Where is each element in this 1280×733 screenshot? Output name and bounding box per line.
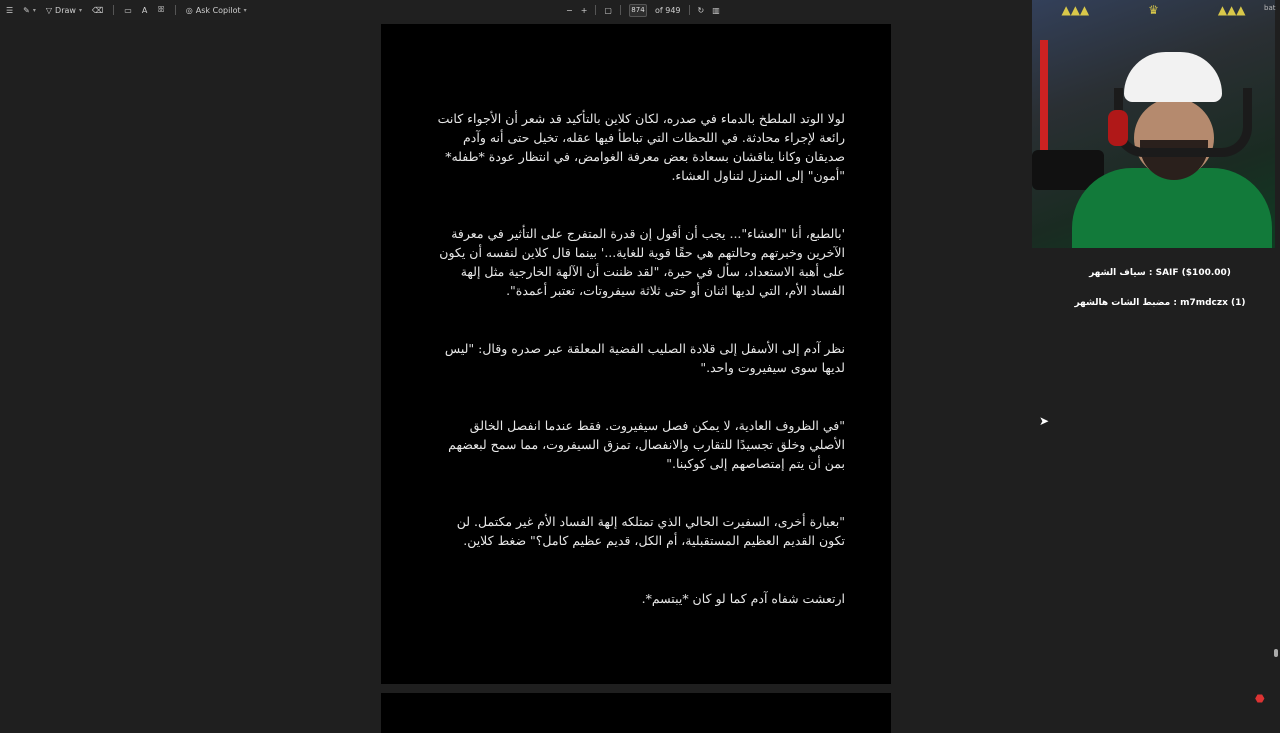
copilot-icon: ◎ bbox=[185, 5, 193, 15]
zoom-in-button[interactable]: + bbox=[580, 5, 588, 15]
chat-top-line: مضبط الشات هالشهر : m7mdczx (1) bbox=[1074, 298, 1246, 308]
highlighter-icon: ✎ bbox=[23, 5, 30, 15]
paragraph-2: 'بالطبع، أنا "العشاء"... يجب أن أقول إن قدرة المتفرج على التأثير في معرفة الآخرين وخبرتهم وحالتهم هي حقًا قوية للغاية...' بينما قال كلاين لنفسه أن يكون على أهبة الاستعداد، سأل في حيرة، "لقد ظننت أن الآلهة الخارجية مثل إلهة الفساد الأم، التي لديها اثنان أو حتى ثلاثة سيفروتات، تعتبر أعمدة". bbox=[439, 226, 845, 298]
white-cap bbox=[1124, 52, 1222, 102]
pattern-icon: ▲▲▲ bbox=[1061, 3, 1090, 17]
paragraph-4: "في الظروف العادية، لا يمكن فصل سيفيروت. فقط عندما انفصل الخالق الأصلي وخلق تجسيدًا للتقارب والانفصال، تمزق السيفروت، مما سمح لبعضهم بمن أن يتم إمتصاصهم إلى كوكبنا." bbox=[448, 418, 845, 471]
chevron-down-icon: ▾ bbox=[78, 6, 82, 14]
rotate-icon: ↻ bbox=[697, 5, 705, 15]
pdf-app-icon: ⬣ bbox=[1255, 692, 1265, 705]
fit-page-button[interactable] bbox=[604, 6, 612, 15]
view-button[interactable] bbox=[124, 6, 132, 15]
page-total: of 949 bbox=[654, 5, 681, 15]
scrollbar-thumb[interactable] bbox=[1274, 649, 1278, 657]
two-page-button[interactable] bbox=[712, 6, 720, 15]
fit-icon: ▢ bbox=[604, 5, 612, 15]
mic-arm bbox=[1040, 40, 1048, 160]
top-right-label: bat bbox=[1264, 4, 1276, 12]
toolbar-divider bbox=[595, 5, 596, 15]
ask-copilot-label: Ask Copilot bbox=[195, 5, 241, 15]
translate-button[interactable] bbox=[157, 5, 164, 15]
paragraph-1: لولا الوتد الملطخ بالدماء في صدره، لكان كلاين بالتأكيد قد شعر أن الأجواء كانت رائعة لإجراء محادثة. في اللحظات التي تباطأ فيها عقله، تخيل حتى أنه وآدم صديقان وكانا يناقشان بسعادة بعض معرفة الغوامض، في انتظار عودة *طفله* "أمون" إلى المنزل لتناول العشاء. bbox=[437, 111, 845, 183]
paragraph-3: نظر آدم إلى الأسفل إلى قلادة الصليب الفضية المعلقة عبر صدره وقال: "ليس لديها سوى سيفيروت واحد." bbox=[444, 341, 845, 375]
paragraph-5: "بعبارة أخرى، السفيرت الحالي الذي تمتلكه إلهة الفساد الأم غير مكتمل. لن تكون القديم العظيم المستقبلية، أم الكل، قديم عظيم كامل؟" ضغط كلاين. bbox=[456, 514, 845, 548]
paragraph-6: ارتعشت شفاه آدم كما لو كان *يبتسم*. bbox=[641, 591, 845, 606]
read-aloud-button[interactable] bbox=[142, 6, 147, 15]
chevron-down-icon: ▾ bbox=[32, 6, 36, 14]
stream-alerts bbox=[1040, 252, 1280, 310]
draw-label: Draw bbox=[55, 5, 76, 15]
pdf-page bbox=[381, 24, 891, 684]
webcam-overlay bbox=[1032, 0, 1275, 248]
translate-icon: ꕥ bbox=[157, 5, 165, 14]
toolbar-divider bbox=[689, 5, 690, 15]
pen-icon: ▽ bbox=[45, 5, 53, 15]
zoom-out-button[interactable]: − bbox=[566, 5, 573, 15]
mouse-cursor-icon: ➤ bbox=[1039, 414, 1050, 428]
text-icon: A bbox=[141, 5, 148, 15]
book-icon: ▥ bbox=[712, 5, 720, 15]
eraser-icon: ⌫ bbox=[91, 5, 104, 15]
rotate-button[interactable] bbox=[698, 6, 705, 15]
highlight-button[interactable] bbox=[23, 6, 36, 15]
ask-copilot-button[interactable] bbox=[186, 6, 247, 15]
pdf-page-next bbox=[381, 693, 891, 733]
layout-icon: ▭ bbox=[124, 5, 132, 15]
headphone-cup bbox=[1108, 110, 1128, 146]
draw-button[interactable] bbox=[46, 6, 82, 15]
toolbar-divider bbox=[113, 5, 114, 15]
crown-decoration bbox=[1032, 0, 1275, 20]
pattern-icon: ▲▲▲ bbox=[1217, 3, 1246, 17]
chevron-down-icon: ▾ bbox=[243, 6, 247, 14]
contents-icon[interactable]: ☰ bbox=[6, 5, 14, 15]
page-number-input[interactable]: 874 bbox=[629, 4, 647, 17]
green-shirt bbox=[1072, 168, 1272, 248]
toolbar-divider bbox=[175, 5, 176, 15]
toolbar-divider bbox=[620, 5, 621, 15]
eraser-button[interactable] bbox=[92, 6, 103, 15]
top-donor-line: سياف الشهر : SAIF ($100.00) bbox=[1089, 268, 1231, 278]
crown-icon: ♛ bbox=[1148, 3, 1159, 17]
